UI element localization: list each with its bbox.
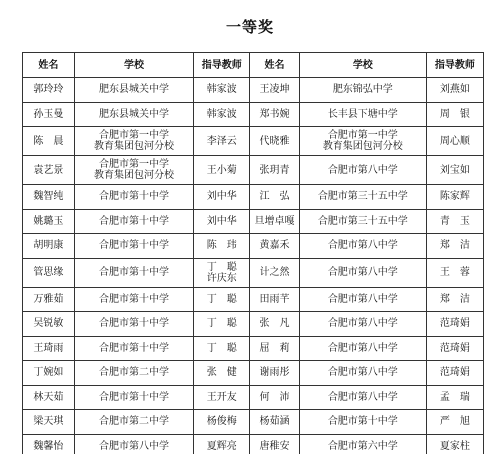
table-cell-school [74,127,194,156]
cell-text: 杨俊梅 [206,416,237,428]
cell-text: 长丰县下塘中学 [327,108,398,120]
table-cell-school [299,102,426,127]
table-cell-student-name [23,287,75,312]
cell-text: 合肥市第八中学 [327,267,398,278]
table-cell-school [299,336,426,361]
page-bottom-edge [0,454,500,460]
cell-text: 刘燕如 [439,84,470,96]
cell-text: 肥东锦弘中学 [332,84,393,96]
table-cell-student-name [250,209,300,234]
table-cell-teacher [426,258,483,287]
cell-text: 合肥市第十中学 [98,391,169,403]
cell-text: 王小菊 [206,164,237,176]
table-cell-student-name [250,185,300,210]
cell-text: 林天茹 [33,391,64,403]
header-name-right: 姓名 [250,53,300,78]
cell-text: 计之然 [259,267,290,278]
header-school-left: 学校 [74,53,194,78]
table-row [23,185,484,210]
cell-text: 丁 聪 [206,318,237,330]
cell-text: 丁 聪 [206,342,237,354]
document-title: 一等奖 [225,18,274,36]
table-cell-school [299,234,426,259]
cell-text: 合肥市第一中学 教育集团包河分校 [93,159,174,181]
table-cell-teacher [426,78,483,103]
table-cell-teacher [426,385,483,410]
table-cell-school [74,234,194,259]
table-cell-school [299,209,426,234]
table-cell-student-name [23,385,75,410]
cell-text: 张 凡 [259,318,290,330]
table-row [23,156,484,185]
table-cell-student-name [250,312,300,337]
table-cell-school [74,410,194,435]
awards-table [22,52,484,459]
table-row [23,385,484,410]
table-cell-student-name [23,209,75,234]
table-cell-student-name [23,127,75,156]
cell-text: 陈 玮 [206,240,237,252]
table-cell-school [74,361,194,386]
cell-text: 孟 瑞 [439,391,470,403]
table-cell-teacher [194,361,250,386]
table-row [23,209,484,234]
cell-text: 韩家波 [206,108,237,120]
cell-text: 严 旭 [439,416,470,428]
table-cell-student-name [23,410,75,435]
cell-text: 范琦娟 [439,318,470,330]
table-cell-teacher [194,209,250,234]
table-cell-teacher [426,410,483,435]
table-cell-school [299,385,426,410]
table-row [23,410,484,435]
cell-text: 韩家波 [206,84,237,96]
cell-text: 王琦雨 [33,342,64,354]
table-cell-teacher [426,361,483,386]
table-row [23,312,484,337]
cell-text: 合肥市第三十五中学 [317,215,408,227]
cell-text: 范琦娟 [439,342,470,354]
cell-text: 袁艺景 [33,164,64,176]
table-cell-teacher [194,312,250,337]
cell-text: 魏馨怡 [33,440,64,452]
table-cell-student-name [250,385,300,410]
cell-text: 陈家辉 [439,191,470,203]
table-cell-school [74,209,194,234]
table-cell-student-name [23,156,75,185]
table-row [23,336,484,361]
table-cell-teacher [194,410,250,435]
cell-text: 田雨芊 [259,293,290,305]
table-cell-teacher [426,209,483,234]
cell-text: 合肥市第八中学 [327,342,398,354]
cell-text: 合肥市第十中学 [98,267,169,278]
table-cell-teacher [426,127,483,156]
cell-text: 陈 晨 [33,135,64,147]
table-cell-teacher [194,287,250,312]
table-cell-school [299,185,426,210]
cell-text: 张玥青 [259,164,290,176]
table-cell-student-name [250,127,300,156]
cell-text: 夏家柱 [439,440,470,452]
cell-text: 魏智纯 [33,191,64,203]
cell-text: 合肥市第二中学 [98,416,169,428]
table-cell-student-name [250,361,300,386]
cell-text: 丁 聪 [206,293,237,305]
cell-text: 黄嘉禾 [259,240,290,252]
table-cell-student-name [23,258,75,287]
table-row [23,234,484,259]
table-row [23,102,484,127]
table-cell-teacher [194,102,250,127]
table-cell-teacher [426,234,483,259]
cell-text: 合肥市第十中学 [98,342,169,354]
cell-text: 唐稚安 [259,440,290,452]
table-cell-teacher [194,336,250,361]
cell-text: 周 银 [439,108,470,120]
table-cell-teacher [426,336,483,361]
table-cell-school [299,127,426,156]
cell-text: 代晓雅 [259,135,290,147]
cell-text: 郑 洁 [439,293,470,305]
cell-text: 合肥市第十中学 [98,191,169,203]
cell-text: 合肥市第二中学 [98,367,169,379]
cell-text: 万雅茹 [33,293,64,305]
cell-text: 何 沛 [259,391,290,403]
table-cell-school [299,361,426,386]
table-cell-student-name [250,156,300,185]
cell-text: 吴锐敏 [33,318,64,330]
table-cell-teacher [194,156,250,185]
cell-text: 合肥市第十中学 [98,215,169,227]
table-cell-school [74,258,194,287]
cell-text: 合肥市第三十五中学 [317,191,408,203]
cell-text: 丁婉如 [33,367,64,379]
cell-text: 合肥市第一中学 教育集团包河分校 [322,130,403,152]
cell-text: 屈 莉 [259,342,290,354]
table-cell-school [299,312,426,337]
cell-text: 合肥市第八中学 [98,440,169,452]
header-school-right: 学校 [299,53,426,78]
cell-text: 管思缘 [33,267,64,278]
table-cell-school [299,410,426,435]
table-cell-teacher [426,287,483,312]
header-name-left: 姓名 [23,53,75,78]
cell-text: 李泽云 [206,135,237,147]
table-cell-student-name [23,336,75,361]
cell-text: 合肥市第十中学 [98,318,169,330]
cell-text: 合肥市第十中学 [98,240,169,252]
table-cell-school [74,385,194,410]
cell-text: 范琦娟 [439,367,470,379]
cell-text: 合肥市第八中学 [327,293,398,305]
cell-text: 郭玲玲 [33,84,64,96]
table-cell-student-name [23,185,75,210]
table-cell-teacher [194,185,250,210]
cell-text: 肥东县城关中学 [98,108,169,120]
table-row [23,78,484,103]
cell-text: 刘中华 [206,191,237,203]
table-cell-school [299,156,426,185]
table-row [23,127,484,156]
cell-text: 合肥市第十中学 [98,293,169,305]
table-body [23,78,484,459]
cell-text: 江 弘 [259,191,290,203]
cell-text: 夏辉亮 [206,440,237,452]
cell-text: 胡明康 [33,240,64,252]
table-cell-teacher [194,127,250,156]
cell-text: 杨茹涵 [259,416,290,428]
table-row [23,361,484,386]
table-cell-school [74,102,194,127]
table-cell-school [74,78,194,103]
table-cell-student-name [23,102,75,127]
table-cell-student-name [23,361,75,386]
cell-text: 梁天琪 [33,416,64,428]
cell-text: 王凌坤 [259,84,290,96]
cell-text: 姚璐玉 [33,215,64,227]
cell-text: 合肥市第八中学 [327,164,398,176]
table-cell-student-name [23,234,75,259]
table-cell-teacher [426,312,483,337]
table-cell-student-name [250,287,300,312]
table-row [23,287,484,312]
table-row [23,258,484,287]
table-cell-school [74,287,194,312]
cell-text: 合肥市第八中学 [327,391,398,403]
cell-text: 旦增卓嘎 [254,215,295,227]
table-cell-teacher [194,385,250,410]
header-teacher-left: 指导教师 [194,53,250,78]
table-cell-student-name [250,336,300,361]
table-cell-student-name [250,258,300,287]
cell-text: 王开友 [206,391,237,403]
cell-text: 合肥市第六中学 [327,440,398,452]
table-cell-teacher [426,185,483,210]
cell-text: 孙玉曼 [33,108,64,120]
table-cell-school [74,312,194,337]
table-cell-student-name [250,410,300,435]
cell-text: 合肥市第八中学 [327,240,398,252]
cell-text: 青 玉 [439,215,470,227]
table-cell-student-name [250,102,300,127]
cell-text: 郑 洁 [439,240,470,252]
cell-text: 肥东县城关中学 [98,84,169,96]
cell-text: 刘中华 [206,215,237,227]
table-cell-teacher [194,78,250,103]
table-cell-school [74,336,194,361]
table-cell-student-name [23,312,75,337]
cell-text: 张 健 [206,367,237,379]
cell-text: 郑书婉 [259,108,290,120]
cell-text: 王 蓉 [439,267,470,278]
cell-text: 丁 聪 许庆东 [206,261,237,284]
table-cell-school [299,287,426,312]
table-cell-teacher [426,156,483,185]
table-cell-school [74,156,194,185]
table-header-row [23,53,484,78]
cell-text: 合肥市第八中学 [327,318,398,330]
table-cell-school [74,185,194,210]
table-cell-teacher [426,102,483,127]
table-cell-student-name [250,78,300,103]
table-cell-school [299,258,426,287]
cell-text: 周心顺 [439,135,470,147]
table-cell-student-name [250,234,300,259]
table-cell-student-name [23,78,75,103]
cell-text: 谢雨彤 [259,367,290,379]
table-cell-school [299,78,426,103]
cell-text: 刘宝如 [439,164,470,176]
cell-text: 合肥市第十中学 [327,416,398,428]
cell-text: 合肥市第一中学 教育集团包河分校 [93,130,174,152]
cell-text: 合肥市第八中学 [327,367,398,379]
table-cell-teacher [194,258,250,287]
table-cell-teacher [194,234,250,259]
header-teacher-right: 指导教师 [426,53,483,78]
